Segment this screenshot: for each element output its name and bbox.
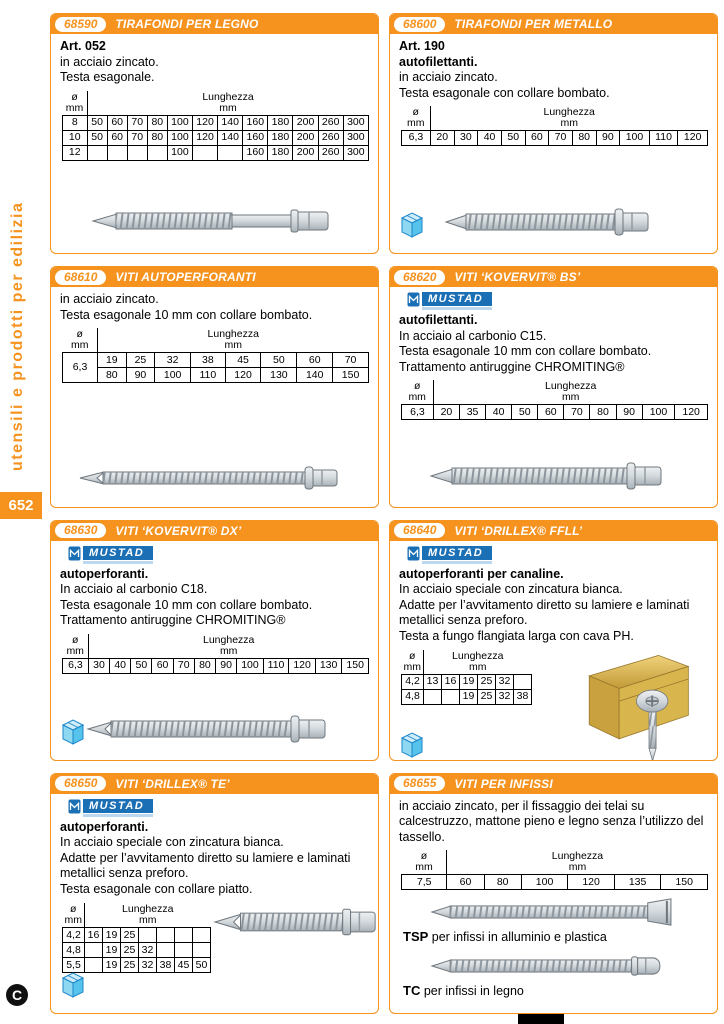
product-panel-68655 [389, 773, 718, 1014]
tsp-frame-screw-image [429, 896, 679, 928]
panel-title: VITI ‘DRILLEX® FFLL’ [454, 523, 583, 538]
product-figure [399, 201, 708, 249]
panel-body [51, 794, 378, 1013]
lead-line: autofilettanti. [399, 54, 478, 69]
self-tapping-screw-image [428, 457, 680, 495]
mustad-tagline-rule [83, 561, 153, 564]
page-number-badge: 652 [0, 492, 42, 519]
product-figure [60, 199, 369, 249]
product-panel-68600 [389, 13, 718, 254]
panel-header [51, 267, 378, 287]
description-line: in acciaio zincato. [399, 70, 498, 84]
mustad-emblem-icon [68, 799, 81, 814]
size-table: ø mm Lunghezza mm 6,3 30 40 50 60 70 80 90 100 110 120 130 150 [62, 634, 369, 674]
product-figure-tsp [399, 896, 708, 928]
panel-body [51, 541, 378, 760]
mustad-wordmark: MUSTAD [83, 546, 153, 560]
panel-body [390, 541, 717, 761]
panel-title: VITI ‘DRILLEX® TE’ [115, 776, 230, 791]
mustad-logo [407, 292, 708, 310]
lag-screw-image [89, 201, 341, 241]
product-panel-68640 [389, 520, 718, 761]
screw-type-text: per infissi in alluminio e plastica [431, 930, 607, 945]
product-code-badge: 68590 [55, 17, 106, 32]
panel-body [51, 287, 378, 506]
panel-body [51, 34, 378, 253]
description-line: In acciaio speciale con zincatura bianca. [399, 582, 623, 596]
product-panel-68630 [50, 520, 379, 761]
size-table: ø mm Lunghezza mm 7,5 60 80 100 120 135 150 [401, 850, 708, 890]
product-panel-68620 [389, 266, 718, 507]
lead-line: autoperforanti. [60, 819, 149, 834]
publisher-logo: C [6, 984, 28, 1006]
description-line: Testa esagonale con collare bombato. [399, 85, 610, 100]
product-figure-tc [399, 950, 708, 982]
package-box-icon [61, 718, 85, 751]
screw-type-text: per infissi in legno [423, 983, 524, 998]
mustad-wordmark: MUSTAD [83, 799, 153, 813]
description-line: Trattamento antiruggine CHROMITING® [399, 359, 625, 374]
description-line: Trattamento antiruggine CHROMITING® [60, 613, 286, 627]
panel-header [51, 521, 378, 541]
figure-caption [403, 983, 708, 1000]
product-code-badge: 68610 [55, 270, 106, 285]
package-box-icon [400, 731, 424, 761]
mustad-emblem-icon [407, 292, 420, 307]
mustad-emblem-icon [407, 546, 420, 561]
product-code-badge: 68630 [55, 523, 106, 538]
product-figure [399, 455, 708, 503]
product-figure [211, 899, 379, 950]
description-line: in acciaio zincato. [60, 54, 159, 69]
panel-header [390, 267, 717, 287]
description-line: Adatte per l’avvitamento diretto su lamiere e laminati metallici senza preforo. [60, 850, 351, 881]
lead-line: autoperforanti. [60, 566, 149, 581]
channel-screw-image [572, 646, 704, 761]
mustad-logo [68, 546, 369, 564]
description-line: Testa esagonale 10 mm con collare bombato. [60, 597, 313, 612]
size-table: ø mm Lunghezza mm 6,3 20 35 40 50 60 70 80 90 100 120 [401, 380, 708, 420]
size-table: ø mm Lunghezza mm 8 50 60 70 80 100 120 140 160 180 200 260 300 10 50 60 70 80 100 120 140 160 180 200 260 300 12 100 160 180 200 260 300 [62, 91, 369, 161]
mustad-logo [68, 799, 369, 817]
table-figure-row [60, 899, 369, 976]
mustad-emblem-icon [68, 546, 81, 561]
screw-type-label: TC [403, 982, 421, 998]
panel-body [390, 794, 717, 1013]
self-tapping-screw-image [443, 203, 665, 241]
panel-header [51, 774, 378, 794]
article-number: Art. 052 [60, 39, 106, 53]
product-code-badge: 68655 [394, 776, 445, 791]
description-line: Testa esagonale 10 mm con collare bombato. [60, 307, 313, 322]
panel-title: VITI ‘KOVERVIT® DX’ [115, 523, 242, 538]
figure-caption [403, 929, 708, 946]
product-code-badge: 68620 [394, 270, 445, 285]
description-line: Testa a fungo flangiata larga con cava PH. [399, 628, 634, 643]
description-line: Testa esagonale con collare piatto. [60, 881, 253, 896]
screw-type-label: TSP [403, 929, 429, 945]
article-number: Art. 190 [399, 39, 445, 53]
tc-frame-screw-image [429, 950, 679, 982]
description-line: Adatte per l’avvitamento diretto su lamiere e laminati metallici senza preforo. [399, 597, 690, 627]
panel-header [390, 774, 717, 794]
self-drilling-screw-image [77, 461, 353, 495]
lead-line: autofilettanti. [399, 313, 478, 328]
product-code-badge: 68640 [394, 523, 445, 538]
panel-header [390, 14, 717, 34]
table-figure-row [399, 646, 708, 761]
description-line: In acciaio speciale con zincatura bianca. [60, 835, 284, 850]
product-figure [60, 708, 369, 756]
product-figure [572, 646, 708, 761]
product-panel-68590 [50, 13, 379, 254]
catalog-panel-grid [50, 13, 718, 1014]
product-panel-68610 [50, 266, 379, 507]
description-line: In acciaio al carbonio C18. [60, 582, 208, 596]
self-drilling-screw-image [85, 710, 345, 748]
mustad-tagline-rule [422, 561, 492, 564]
mustad-logo [407, 546, 708, 564]
panel-title: VITI ‘KOVERVIT® BS’ [454, 270, 581, 285]
product-figure [60, 459, 369, 503]
panel-title: TIRAFONDI PER LEGNO [115, 17, 259, 31]
size-table: ø mm Lunghezza mm 4,2 16 19 25 4,8 19 25 32 5,5 19 25 32 38 45 50 [62, 903, 211, 973]
hex-self-drilling-screw-image [211, 899, 379, 945]
product-code-badge: 68650 [55, 776, 106, 791]
description-line: in acciaio zincato, per il fissaggio dei telai su calcestruzzo, mattone pieno e legno senza l’utilizzo del tassello. [399, 798, 704, 844]
product-panel-68650 [50, 773, 379, 1014]
panel-header [390, 521, 717, 541]
description-line: in acciaio zincato. [60, 292, 159, 307]
lead-line: autoperforanti per canaline. [399, 566, 564, 581]
panel-title: VITI PER INFISSI [454, 776, 553, 791]
description-line: Testa esagonale. [60, 70, 155, 84]
mustad-tagline-rule [83, 814, 153, 817]
mustad-wordmark: MUSTAD [422, 546, 492, 560]
size-table: ø mm Lunghezza mm 6,3 19 25 32 38 45 50 60 70 80 90 100 110 120 130 140 150 [62, 328, 369, 383]
print-registration-mark [518, 1014, 564, 1024]
description-line: In acciaio al carbonio C15. [399, 328, 547, 343]
sidebar-vertical-label: utensili e prodotti per edilizia [9, 201, 26, 471]
package-box-icon [400, 211, 424, 244]
panel-body [390, 34, 717, 253]
package-box-icon [61, 971, 85, 1004]
panel-body [390, 287, 717, 506]
panel-title: TIRAFONDI PER METALLO [454, 17, 613, 31]
panel-header [51, 14, 378, 34]
mustad-wordmark: MUSTAD [422, 292, 492, 306]
panel-title: VITI AUTOPERFORANTI [115, 270, 256, 285]
mustad-tagline-rule [422, 307, 492, 310]
product-code-badge: 68600 [394, 17, 445, 32]
size-table: ø mm Lunghezza mm 4,2 13 16 19 25 32 4,8 19 25 32 38 [401, 650, 532, 705]
description-line: Testa esagonale 10 mm con collare bombato. [399, 344, 652, 359]
size-table: ø mm Lunghezza mm 6,3 20 30 40 50 60 70 80 90 100 110 120 [401, 106, 708, 146]
